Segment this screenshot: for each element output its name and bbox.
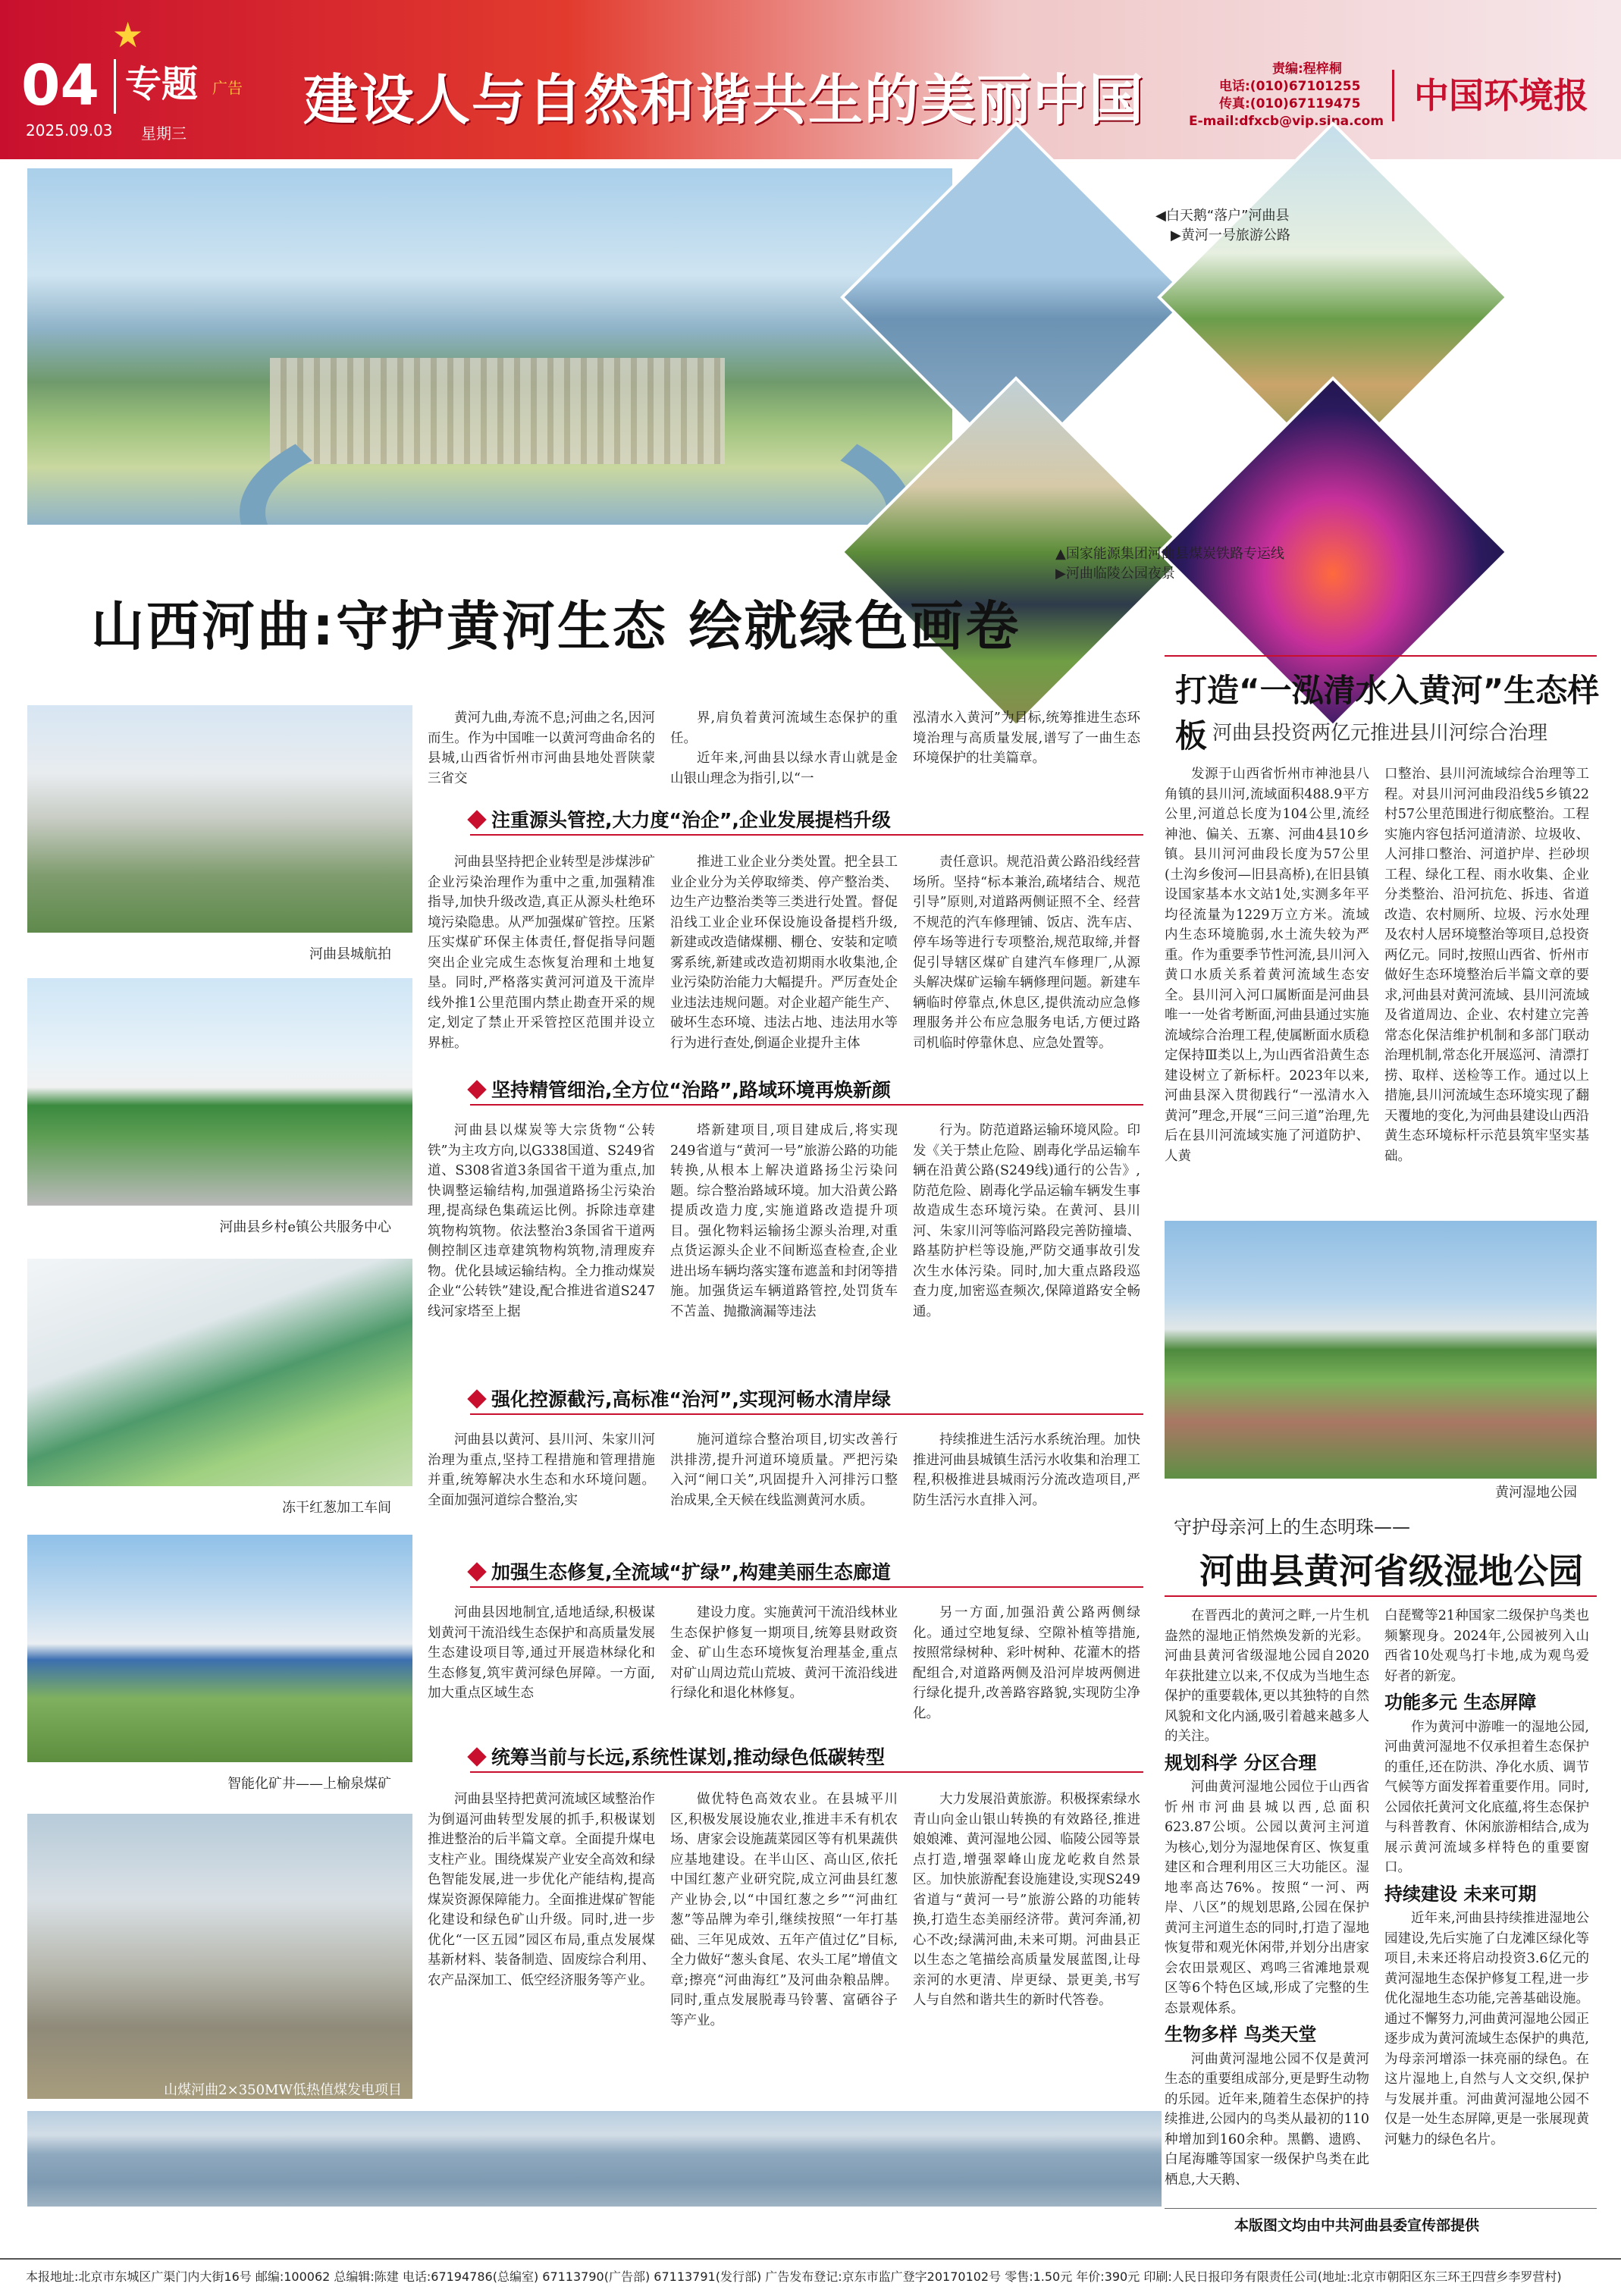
section3-col-3: 持续推进生活污水系统治理。加快推进河曲县城镇生活污水收集和治理工程,积极推进县城雨污分流改造项目,严防生活污水直排入河。: [913, 1432, 1140, 1508]
section1-col-3: 责任意识。规范沿黄公路沿线经营场所。坚持“标本兼治,疏堵结合、规范引导”原则,对道路两侧证照不全、经营不规范的汽车修理铺、饭店、洗车店、停车场等进行专项整治,规范取缔,并督促引导辖区煤矿自建汽车修理厂,从源头解决煤矿运输车辆修理问题。新建车辆临时停靠点,休息区,提供流动应急修理服务并公布应急服务电话,方便过路司机临时停靠休息、应急处置等。: [913, 855, 1140, 1051]
page-number: 04: [21, 53, 99, 118]
header-divider: [114, 59, 116, 114]
processing-workshop-photo: [27, 1259, 412, 1486]
section-heading-4: 加强生态修复,全流域“扩绿”,构建美丽生态廊道: [470, 1559, 1143, 1588]
issue-weekday: 星期三: [141, 124, 187, 143]
caption-power-plant: 山煤河曲2×350MW低热值煤发电项目: [164, 2082, 402, 2098]
section1-col-2: 推进工业企业分类处置。把全县工业企业分为关停取缔类、停产整治类、边生产边整治类等三类进行处置。督促沿线工业企业环保设施设备提档升级,新建或改造储煤棚、棚仓、安装和定喷雾系统,新建或改造初期雨水收集池,企业污染防治能力大幅提升。严厉查处企业违法违规问题。对企业超产能生产、破坏生态环境、违法占地、违法用水等行为进行查处,倒逼企业提升主体: [670, 855, 898, 1051]
caption-wetland-park: 黄河湿地公园: [1495, 1485, 1577, 1501]
intro-col-3: 泓清水入黄河”为目标,统筹推进生态环境治理与高质量发展,谱写了一曲生态环境保护的壮美篇章。: [913, 710, 1140, 766]
phone-line: 电话:(010)67101255: [1219, 79, 1361, 94]
photo-text-credit: 本版图文均由中共河曲县委宣传部提供: [1234, 2217, 1480, 2234]
subhead-future: 持续建设 未来可期: [1384, 1883, 1537, 1905]
wetland-col-2: 白琵鹭等21种国家二级保护鸟类也频繁现身。2024年,公园被列入山西省10处观鸟打卡地,成为观鸟爱好者的新宠。 功能多元 生态屏障 作为黄河中游唯一的湿地公园,河曲黄河湿地不仅承担着生态保护的重任,还在防洪、净化水质、调节气候等方面发挥着重要作用。同时,公园依托黄河文化底蕴,将生态保护与科普教育、休闲旅游相结合,成为展示黄河流域多样特色的重要窗口。 持续建设 未来可期 近年来,河曲县持续推进湿地公园建设,先后实施了白龙滩区绿化等项目,未来还将启动投资3.6亿元的黄河湿地生态保护修复工程,进一步优化湿地生态功能,完善基础设施。通过不懈努力,河曲黄河湿地公园正逐步成为黄河流域生态保护的典范,为母亲河增添一抹亮丽的绿色。在这片湿地上,自然与人文交织,保护与发展并重。河曲黄河湿地公园不仅是一处生态屏障,更是一张展现黄河魅力的绿色名片。: [1384, 1608, 1589, 2147]
section2-col-1: 河曲县以煤炭等大宗货物“公转铁”为主攻方向,以G338国道、S249省道、S308省道3条国省干道为重点,加快调整运输结构,加强道路扬尘污染治理,提高绿色集疏运比例。拆除违章建筑物构筑物。依法整治3条国省干道两侧控制区违章建筑物构筑物,清理废弃物。优化县域运输结构。全力推动煤炭企业“公转铁”建设,配合推进省道S247线河家塔至上据: [428, 1123, 655, 1319]
section5-col-1: 河曲县坚持把黄河流域区域整治作为倒逼河曲转型发展的抓手,积极谋划推进整治的后半篇文章。全面提升煤电支柱产业。围绕煤炭产业安全高效和绿色智能发展,进一步优化产能结构,提高煤炭资源保障能力。全面推进煤矿智能化建设和绿色矿山升级。同时,进一步优化“一区五园”园区布局,重点发展煤基新材料、装备制造、固废综合利用、农产品深加工、低空经济服务等产业。: [428, 1792, 655, 1988]
county-aerial-photo: [27, 705, 412, 933]
section3-col-1: 河曲县以黄河、县川河、朱家川河治理为重点,坚持工程措施和管理措施并重,统筹解决水生态和水环境问题。全面加强河道综合整治,实: [428, 1432, 655, 1508]
right-top-subheadline: 河曲县投资两亿元推进县川河综合治理: [1212, 722, 1547, 745]
swan-lake-photo: [27, 2111, 1162, 2207]
caption-service-center: 河曲县乡村e镇公共服务中心: [219, 1219, 391, 1235]
contact-block: [1189, 61, 1384, 130]
right-top-headline: 打造“一泓清水入黄河”生态样板: [1175, 672, 1600, 754]
right-bottom-kicker: 守护母亲河上的生态明珠——: [1174, 1517, 1410, 1538]
credit-rule: [1165, 2208, 1597, 2209]
section3-col-2: 施河道综合整治项目,切实改善行洪排涝,提升河道环境质量。严把污染入河“闸口关”,巩固提升入河排污口整治成果,全天候在线监测黄河水质。: [670, 1432, 898, 1508]
issue-date: 2025.09.03: [26, 121, 113, 140]
subhead-biodiversity: 生物多样 鸟类天堂: [1165, 2024, 1317, 2045]
fax-line: 传真:(010)67119475: [1219, 96, 1361, 111]
wetland-col-1: 在晋西北的黄河之畔,一片生机盎然的湿地正悄然焕发新的光彩。河曲县黄河省级湿地公园自2020年获批建立以来,不仅成为当地生态保护的重要载体,更以其独特的自然风貌和文化内涵,吸引着越来越多人的关注。 规划科学 分区合理 河曲黄河湿地公园位于山西省忻州市河曲县城以西,总面积623.87公顷。公园以黄河主河道为核心,划分为湿地保育区、恢复重建区和合理利用区三大功能区。湿地率高达76%。按照“一河、两岸、八区”的规划思路,公园在保护黄河主河道生态的同时,打造了湿地恢复带和观光休闲带,并划分出唐家会农田景观区、鸡鸣三省滩地景观区等6个特色区域,形成了完整的生态景观体系。 生物多样 鸟类天堂 河曲黄河湿地公园不仅是黄河生态的重要组成部分,更是野生动物的乐园。近年来,随着生态保护的持续推进,公园内的鸟类从最初的110种增加到160余种。黑鹳、遗鸥、白尾海雕等国家一级保护鸟类在此栖息,大天鹅、: [1165, 1608, 1369, 2188]
section-label: 专题: [125, 63, 199, 105]
wetland-park-photo: [1165, 1221, 1597, 1479]
section-heading-5: 统筹当前与长远,系统性谋划,推动绿色低碳转型: [470, 1744, 1143, 1773]
email-line: E-mail:dfxcb@vip.sina.com: [1189, 114, 1384, 129]
section2-col-2: 塔新建项目,项目建成后,将实现249省道与“黄河一号”旅游公路的功能转换,从根本上解决道路扬尘污染问题。综合整治路域环境。加大沿黄公路提质改造力度,实施道路改造提升项目。强化物料运输扬尘源头治理,对重点货运源头企业不间断巡查检查,企业进出场车辆均落实篷布遮盖和封闭等措施。加强货运车辆道路管控,处罚货车不苫盖、抛撒滴漏等违法: [670, 1123, 898, 1319]
subhead-functions: 功能多元 生态屏障: [1384, 1692, 1537, 1713]
section4-col-3: 另一方面,加强沿黄公路两侧绿化。通过空地复绿、空隙补植等措施,按照常绿树种、彩叶树种、花灌木的搭配组合,对道路两侧及沿河岸坡两侧进行绿化提升,改善路容路貌,实现防尘净化。: [913, 1605, 1140, 1721]
page-footer: 本报地址:北京市东城区广渠门内大街16号 邮编:100062 总编辑:陈建 电话:67194786(总编室) 67113790(广告部) 67113791(发行部) 广告发布登记:京东市监广登字20170102号 零售:1.50元 年价:390元 印刷:人民日报印务有限责任公司(地址:北京市朝阳区东三环王四营乡李罗营村): [0, 2258, 1621, 2296]
section5-col-3: 大力发展沿黄旅游。积极探索绿水青山向金山银山转换的有效路径,推进娘娘滩、黄河湿地公园、临陵公园等景点打造,增强翠峰山庞龙屹救自然景区。加快旅游配套设施建设,实现S249省道与“黄河一号”旅游公路的功能转换,打造生态美丽经济带。黄河奔涌,初心不改;绿满河曲,未来可期。河曲县正以生态之笔描绘高质量发展蓝图,让母亲河的水更清、岸更绿、景更美,书写人与自然和谐共生的新时代答卷。: [913, 1792, 1140, 2008]
right-top-col-2: 口整治、县川河流域综合治理等工程。对县川河河曲段沿线5乡镇22村57公里范围进行彻底整治。工程实施内容包括河道清淤、垃圾收、人河排口整治、河道护岸、拦砂坝工程、绿化工程、雨水收集、企业分类整治、沿河抗危、拆违、省道改造、农村厕所、垃圾、污水处理及农村人居环境整治等项目,总投资两亿元。同时,按照山西省、忻州市做好生态环境整治后半篇文章的要求,河曲县对黄河流域、县川河流域及省道周边、企业、农村建立完善常态化保洁维护机制和多部门联动治理机制,常态化开展巡河、清漂打捞、取样、送检等工作。通过以上措施,县川河流域生态环境实现了翻天覆地的变化,为河曲县建设山西沿黄生态环境标杆示范县筑牢坚实基础。: [1384, 767, 1589, 1164]
photo-caption-swans: ◀白天鹅“落户”河曲县: [1155, 208, 1290, 224]
star-icon: ★: [112, 14, 144, 55]
section-heading-3: 强化控源截污,高标准“治河”,实现河畅水清岸绿: [470, 1386, 1143, 1415]
page-slogan: 建设人与自然和谐共生的美丽中国: [303, 68, 1146, 132]
right-bottom-headline: 河曲县黄河省级湿地公园: [1199, 1551, 1583, 1592]
intro-col-1: 黄河九曲,寿流不息;河曲之名,因河而生。作为中国唯一以黄河弯曲命名的县城,山西省忻州市河曲县地处晋陕蒙三省交: [428, 710, 655, 786]
right-top-col-1: 发源于山西省忻州市神池县八角镇的县川河,流域面积488.9平方公里,河道总长度为104公里,流经神池、偏关、五寨、河曲4县10乡镇。县川河河曲段长度为57公里(土沟乡俊河—旧县高桥),在旧县镇设国家基本水文站1处,实测多年平均径流量为1229万立方米。流域内生态环境脆弱,水土流失较为严重。作为重要季节性河流,县川河入黄口水质关系着黄河流域生态安全。县川河入河口属断面是河曲县唯一一处省考断面,河曲县通过实施流域综合治理工程,使属断面水质稳定保持Ⅲ类以上,为山西省沿黄生态建设树立了新标杆。2023年以来,河曲县深入贯彻践行“一泓清水入黄河”理念,开展“三问三道”治理,先后在县川河流域实施了河道防护、人黄: [1165, 767, 1369, 1164]
section-heading-2: 坚持精管细治,全方位“治路”,路域环境再焕新颜: [470, 1077, 1143, 1106]
section-note: 广告: [212, 79, 243, 97]
section1-col-1: 河曲县坚持把企业转型是涉煤涉矿企业污染治理作为重中之重,加强精准指导,加快升级改造,真正从源头杜绝环境污染隐患。从严加强煤矿管控。压紧压实煤矿环保主体责任,督促指导问题突出企业完成生态恢复治理和土地复垦。同时,严格落实黄河河道及干流岸线外推1公里范围内禁止勘查开采的规定,划定了禁止开采管控区范围并设立界桩。: [428, 855, 655, 1051]
photo-caption-road: ▶黄河一号旅游公路: [1171, 227, 1290, 243]
section5-col-2: 做优特色高效农业。在县城平川区,积极发展设施农业,推进丰禾有机农场、唐家会设施蔬菜园区等有机果蔬供应基地建设。在半山区、高山区,依托中国红葱产业研究院,成立河曲县红葱产业协会,以“中国红葱之乡”“河曲红葱”等品牌为牵引,继续按照“一年打基础、三年见成效、五年产值过亿”目标,全力做好“葱头食尾、农头工尾”增值文章;擦亮“河曲海红”及河曲杂粮品牌。同时,重点发展脱毒马铃薯、富硒谷子等产业。: [670, 1792, 898, 2028]
service-center-photo: [27, 978, 412, 1206]
editor-line: 责编:程梓桐: [1272, 61, 1342, 77]
main-headline: 山西河曲:守护黄河生态 绘就绿色画卷: [91, 595, 1021, 657]
right-top-rule: [1165, 655, 1597, 657]
caption-county-aerial: 河曲县城航拍: [309, 946, 391, 962]
newspaper-logo: 中国环境报: [1392, 70, 1608, 121]
photo-caption-railway: ▲国家能源集团河曲县煤炭铁路专运线: [1055, 546, 1284, 562]
river-bend-photo: [27, 168, 952, 525]
caption-smart-mine: 智能化矿井——上榆泉煤矿: [227, 1776, 391, 1792]
section-heading-1: 注重源头管控,大力度“治企”,企业发展提档升级: [470, 807, 1143, 836]
right-bottom-rule: [1165, 1595, 1597, 1597]
caption-processing-workshop: 冻干红葱加工车间: [282, 1500, 391, 1516]
subhead-planning: 规划科学 分区合理: [1165, 1752, 1317, 1774]
section2-col-3: 行为。防范道路运输环境风险。印发《关于禁止危险、剧毒化学品运输车辆在沿黄公路(S249线)通行的公告》,防范危险、剧毒化学品运输车辆发生事故造成生态环境污染。在黄河、县川河、朱家川河等临河路段完善防撞墙、路基防护栏等设施,严防交通事故引发次生水体污染。同时,加大重点路段巡查力度,加密巡查频次,保障道路安全畅通。: [913, 1123, 1140, 1319]
power-plant-photo: [27, 1814, 412, 2099]
section4-col-1: 河曲县因地制宜,适地适绿,积极谋划黄河干流沿线生态保护和高质量发展生态建设项目等,通过开展造林绿化和生态修复,筑牢黄河绿色屏障。一方面,加大重点区域生态: [428, 1605, 655, 1701]
intro-col-2: 界,肩负着黄河流域生态保护的重任。 近年来,河曲县以绿水青山就是金山银山理念为指引,以“一: [670, 710, 898, 786]
section4-col-2: 建设力度。实施黄河干流沿线林业生态保护修复一期项目,统筹县财政资金、矿山生态环境恢复治理基金,重点对矿山周边荒山荒坡、黄河干流沿线进行绿化和退化林修复。: [670, 1605, 898, 1701]
photo-caption-park: ▶河曲临陵公园夜景: [1055, 566, 1175, 582]
smart-mine-photo: [27, 1535, 412, 1762]
